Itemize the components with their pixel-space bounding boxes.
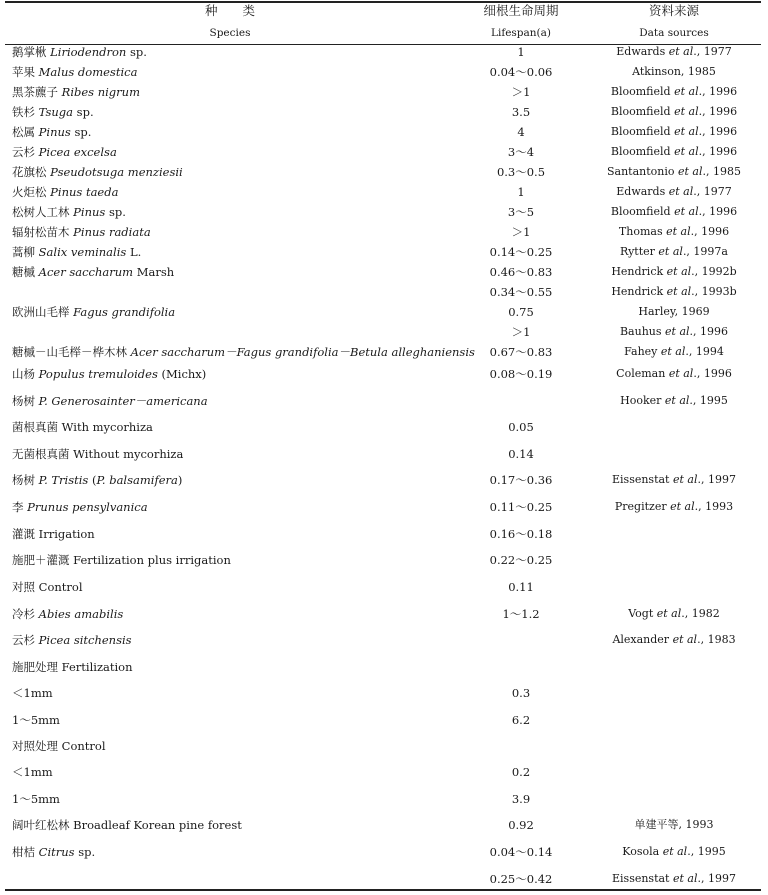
header-lifespan-cn: 细根生命周期 [483,3,559,18]
latin-name-text: Abies amabilis [38,607,124,621]
species-cell [12,577,83,597]
text-segment: Pregitzer [614,500,671,513]
table-row [0,342,768,362]
table-row [0,182,768,202]
text-segment: 灌溉 Irrigation [12,527,95,541]
source-cell [590,242,758,262]
table-row [0,444,768,464]
lifespan-cell: 3.9 [511,792,531,806]
latin-name-text: Pinus radiata [73,225,151,239]
table-row [0,842,768,862]
text-segment: ., 1996 [698,205,738,218]
lifespan-cell: 0.14 [508,447,534,461]
table-row [0,302,768,322]
lifespan-cell: 0.11 [508,580,534,594]
species-cell [12,762,53,782]
text-segment: sp. [70,125,92,139]
source-cell [590,364,758,384]
lifespan-cell: 0.16～0.18 [489,527,553,541]
species-cell [12,710,60,730]
header-source-cn: 资料来源 [648,3,699,18]
source-cell [590,162,758,182]
latin-name-text: et al [660,345,686,358]
text-segment: 李 [12,500,28,514]
source-cell [590,122,758,142]
species-cell [12,142,117,162]
text-segment: 对照 Control [12,580,83,594]
lifespan-cell: 0.04～0.06 [489,65,553,79]
text-segment: ., 1996 [698,125,738,138]
text-segment: ., 1997 [697,872,736,885]
latin-name-text: Pinus taeda [50,185,119,199]
latin-name-text: et al [672,473,698,486]
latin-name-text: et al [672,633,698,646]
source-cell [590,630,758,650]
text-segment: Kosola [622,845,663,858]
table-row [0,162,768,182]
text-segment: 火炬松 [12,185,51,199]
table-row [0,524,768,544]
table-row [0,82,768,102]
lifespan-cell: 0.46～0.83 [489,265,553,279]
table-row [0,710,768,730]
text-segment: 杨树 [12,473,39,487]
text-segment: Bloomfield [610,105,675,118]
latin-name-text: Picea excelsa [38,145,117,159]
text-segment: 杨树 [12,394,39,408]
lifespan-cell: 0.75 [508,305,534,319]
source-cell [590,142,758,162]
source-cell [590,470,758,490]
table-row [0,497,768,517]
header-species-en: Species [209,27,251,39]
text-segment: 花旗松 [12,165,51,179]
species-cell [12,736,106,756]
latin-name-text: P. Generosainter－americana [38,394,208,408]
text-segment: ., 1996 [689,325,729,338]
text-segment: 松属 [12,125,39,139]
text-segment: ) [177,473,183,487]
text-segment: Bloomfield [610,205,675,218]
lifespan-cell: ＞1 [511,85,531,99]
lifespan-cell: 1 [517,45,525,59]
species-cell [12,222,151,242]
latin-name-text: Populus tremuloides [38,367,158,381]
text-segment: 鹅掌楸 [12,45,51,59]
latin-name-text: Salix veminalis [38,245,127,259]
lifespan-cell: 0.17～0.36 [489,473,553,487]
text-segment: 1～5mm [12,713,60,727]
table-row [0,550,768,570]
latin-name-text: Malus domestica [38,65,138,79]
text-segment: 1～5mm [12,792,60,806]
latin-name-text: et al [666,225,691,238]
lifespan-cell: 0.14～0.25 [489,245,553,259]
species-cell [12,262,174,282]
lifespan-cell: 6.2 [511,713,531,727]
species-cell [12,162,183,182]
text-segment: Thomas [618,225,667,238]
text-segment: ., 1996 [693,367,732,380]
latin-name-text: Acer saccharum－Fagus grandifolia－Betula alleghaniensis [130,345,475,359]
lifespan-cell: ＞1 [511,325,531,339]
table-row [0,657,768,677]
text-segment: ., 1995 [687,845,726,858]
latin-name-text: Acer saccharum [38,265,134,279]
text-segment: ., 1996 [698,85,738,98]
table-row [0,577,768,597]
latin-name-text: et al [668,367,694,380]
text-segment: 无菌根真菌 Without mycorhiza [12,447,184,461]
table-row [0,736,768,756]
species-cell [12,62,137,82]
header-source-en: Data sources [639,27,709,39]
text-segment: Bloomfield [610,125,675,138]
text-segment: ., 1994 [685,345,724,358]
species-cell [12,470,182,490]
latin-name-text: et al [668,45,694,58]
species-cell [12,524,95,544]
text-segment: 蒿柳 [12,245,39,259]
table-row [0,364,768,384]
latin-name-text: Prunus pensylvanica [27,500,148,514]
table-row [0,630,768,650]
species-cell [12,550,231,570]
text-segment: Bloomfield [610,145,675,158]
table-row [0,122,768,142]
lifespan-cell: ＞1 [511,225,531,239]
text-segment: ., 1997a [682,245,728,258]
source-cell [590,815,758,835]
text-segment: ＜1mm [12,765,53,779]
text-segment: ., 1996 [698,145,738,158]
table-row [0,391,768,411]
source-cell [590,262,758,282]
lifespan-cell: 4 [517,125,525,139]
source-cell [590,604,758,624]
source-cell [590,322,758,342]
text-segment: Hendrick [611,285,667,298]
latin-name-text: et al [674,125,699,138]
latin-name-text: P. balsamifera [96,473,178,487]
species-cell [12,182,118,202]
text-segment: Edwards [616,45,669,58]
text-segment: Atkinson, 1985 [632,65,716,78]
text-segment: sp. [73,105,94,119]
text-segment: ., 1996 [690,225,730,238]
text-segment: Santantonio [606,165,678,178]
latin-name-text: Fagus grandifolia [73,305,176,319]
text-segment: 铁杉 [12,105,39,119]
species-cell [12,842,95,862]
latin-name-text: Pinus [73,205,106,219]
lifespan-cell: 1 [517,185,525,199]
latin-name-text: et al [656,607,682,620]
lifespan-cell: 0.3～0.5 [496,165,546,179]
lifespan-cell: 3～5 [507,205,535,219]
latin-name-text: Citrus [38,845,75,859]
source-cell [590,102,758,122]
table-row [0,322,768,342]
header-species-cn: 种 类 [204,3,255,18]
species-cell [12,42,147,62]
table-row [0,869,768,889]
text-segment: Eissenstat [612,872,673,885]
table-row [0,604,768,624]
text-segment: ., 1996 [698,105,738,118]
species-cell [12,815,242,835]
text-segment: Fahey [624,345,661,358]
text-segment: ., 1982 [681,607,720,620]
header-lifespan-en: Lifespan(a) [490,27,552,39]
text-segment: ., 1983 [697,633,736,646]
text-segment: sp. [126,45,147,59]
lifespan-cell: 1～1.2 [502,607,540,621]
species-cell [12,417,153,437]
text-segment: ., 1985 [702,165,741,178]
table-row [0,417,768,437]
text-segment: 施肥＋灌溉 Fertilization plus irrigation [12,553,231,567]
lifespan-cell: 3～4 [507,145,535,159]
source-cell [590,391,758,411]
source-cell [590,302,758,322]
text-segment: ＜1mm [12,686,53,700]
latin-name-text: et al [668,185,694,198]
text-segment: ( [88,473,97,487]
latin-name-text: Liriodendron [50,45,127,59]
table-row [0,62,768,82]
latin-name-text: Ribes nigrum [61,85,140,99]
text-segment: 单建平等, 1993 [634,818,714,831]
text-segment: ., 1993b [691,285,737,298]
species-cell [12,391,208,411]
source-cell [590,42,758,62]
table-row [0,282,768,302]
text-segment: Bloomfield [610,85,675,98]
lifespan-cell: 0.08～0.19 [489,367,553,381]
species-cell [12,789,60,809]
species-cell [12,657,133,677]
text-segment: 糖槭－山毛榉－桦木林 [12,345,131,359]
latin-name-text: et al [666,285,692,298]
text-segment: Hendrick [611,265,667,278]
latin-name-text: Tsuga [38,105,74,119]
table-row [0,242,768,262]
table-row [0,222,768,242]
source-cell [590,82,758,102]
text-segment: 阔叶红松林 Broadleaf Korean pine forest [12,818,242,832]
text-segment: Edwards [616,185,669,198]
text-segment: 云杉 [12,145,39,159]
text-segment: 施肥处理 Fertilization [12,660,133,674]
species-cell [12,364,206,384]
table-row [0,262,768,282]
source-cell [590,497,758,517]
text-segment: 松树人工林 [12,205,74,219]
text-segment: Rytter [620,245,659,258]
lifespan-cell: 0.22～0.25 [489,553,553,567]
lifespan-cell: 0.25～0.42 [489,872,553,886]
latin-name-text: et al [678,165,703,178]
text-segment: ., 1977 [693,45,732,58]
table-row [0,683,768,703]
latin-name-text: Pseudotsuga menziesii [50,165,183,179]
source-cell [590,202,758,222]
source-cell [590,342,758,362]
species-cell [12,444,183,464]
table-row [0,815,768,835]
species-cell [12,102,94,122]
species-cell [12,342,475,362]
text-segment: (Michx) [157,367,207,381]
latin-name-text: et al [662,845,688,858]
table-row [0,789,768,809]
species-cell [12,202,126,222]
text-segment: L. [126,245,142,259]
latin-name-text: Pinus [38,125,71,139]
text-segment: ., 1992b [691,265,737,278]
lifespan-cell: 0.67～0.83 [489,345,553,359]
lifespan-cell: 0.11～0.25 [489,500,553,514]
source-cell [590,222,758,242]
species-cell [12,302,175,322]
text-segment: 糖槭 [12,265,39,279]
text-segment: Hooker [620,394,665,407]
species-cell [12,82,140,102]
latin-name-text: et al [666,265,692,278]
latin-name-text: et al [672,872,698,885]
text-segment: Eissenstat [612,473,673,486]
source-cell [590,62,758,82]
latin-name-text: et al [670,500,695,513]
text-segment: 欧洲山毛榉 [12,305,74,319]
table-row [0,762,768,782]
source-cell [590,869,758,889]
latin-name-text: et al [674,105,699,118]
text-segment: Alexander [612,633,673,646]
latin-name-text: et al [674,85,699,98]
text-segment: 菌根真菌 With mycorhiza [12,420,153,434]
text-segment: 冷杉 [12,607,39,621]
text-segment: ., 1997 [697,473,736,486]
lifespan-cell: 0.04～0.14 [489,845,553,859]
source-cell [590,842,758,862]
text-segment: sp. [105,205,126,219]
text-segment: Marsh [133,265,175,279]
lifespan-cell: 0.3 [511,686,531,700]
text-segment: Coleman [616,367,669,380]
text-segment: ., 1993 [694,500,734,513]
text-segment: 苹果 [12,65,39,79]
species-cell [12,630,132,650]
text-segment: 山杨 [12,367,39,381]
table-row [0,470,768,490]
source-cell [590,182,758,202]
table-row [0,142,768,162]
latin-name-text: et al [674,145,699,158]
text-segment: Vogt [628,607,657,620]
text-segment: 辐射松苗木 [12,225,74,239]
lifespan-cell: 0.05 [508,420,534,434]
text-segment: 对照处理 Control [12,739,106,753]
lifespan-cell: 0.34～0.55 [489,285,553,299]
lifespan-cell: 0.92 [508,818,534,832]
table-row [0,42,768,62]
text-segment: 柑桔 [12,845,39,859]
latin-name-text: et al [658,245,683,258]
species-cell [12,683,53,703]
text-segment: sp. [74,845,96,859]
latin-name-text: Picea sitchensis [38,633,132,647]
table-row [0,202,768,222]
species-cell [12,242,141,262]
source-cell [590,282,758,302]
species-cell [12,122,91,142]
table-row [0,102,768,122]
species-cell [12,497,148,517]
bottom-rule [5,889,761,891]
text-segment: ., 1977 [693,185,732,198]
latin-name-text: et al [674,205,699,218]
text-segment: ., 1995 [689,394,728,407]
lifespan-cell: 3.5 [511,105,531,119]
text-segment: 云杉 [12,633,39,647]
text-segment: 黑茶藨子 [12,85,62,99]
text-segment: Bauhus [619,325,666,338]
latin-name-text: et al [664,394,690,407]
latin-name-text: et al [665,325,690,338]
species-cell [12,604,123,624]
text-segment: Harley, 1969 [638,305,710,318]
lifespan-cell: 0.2 [511,765,531,779]
latin-name-text: P. Tristis [38,473,89,487]
